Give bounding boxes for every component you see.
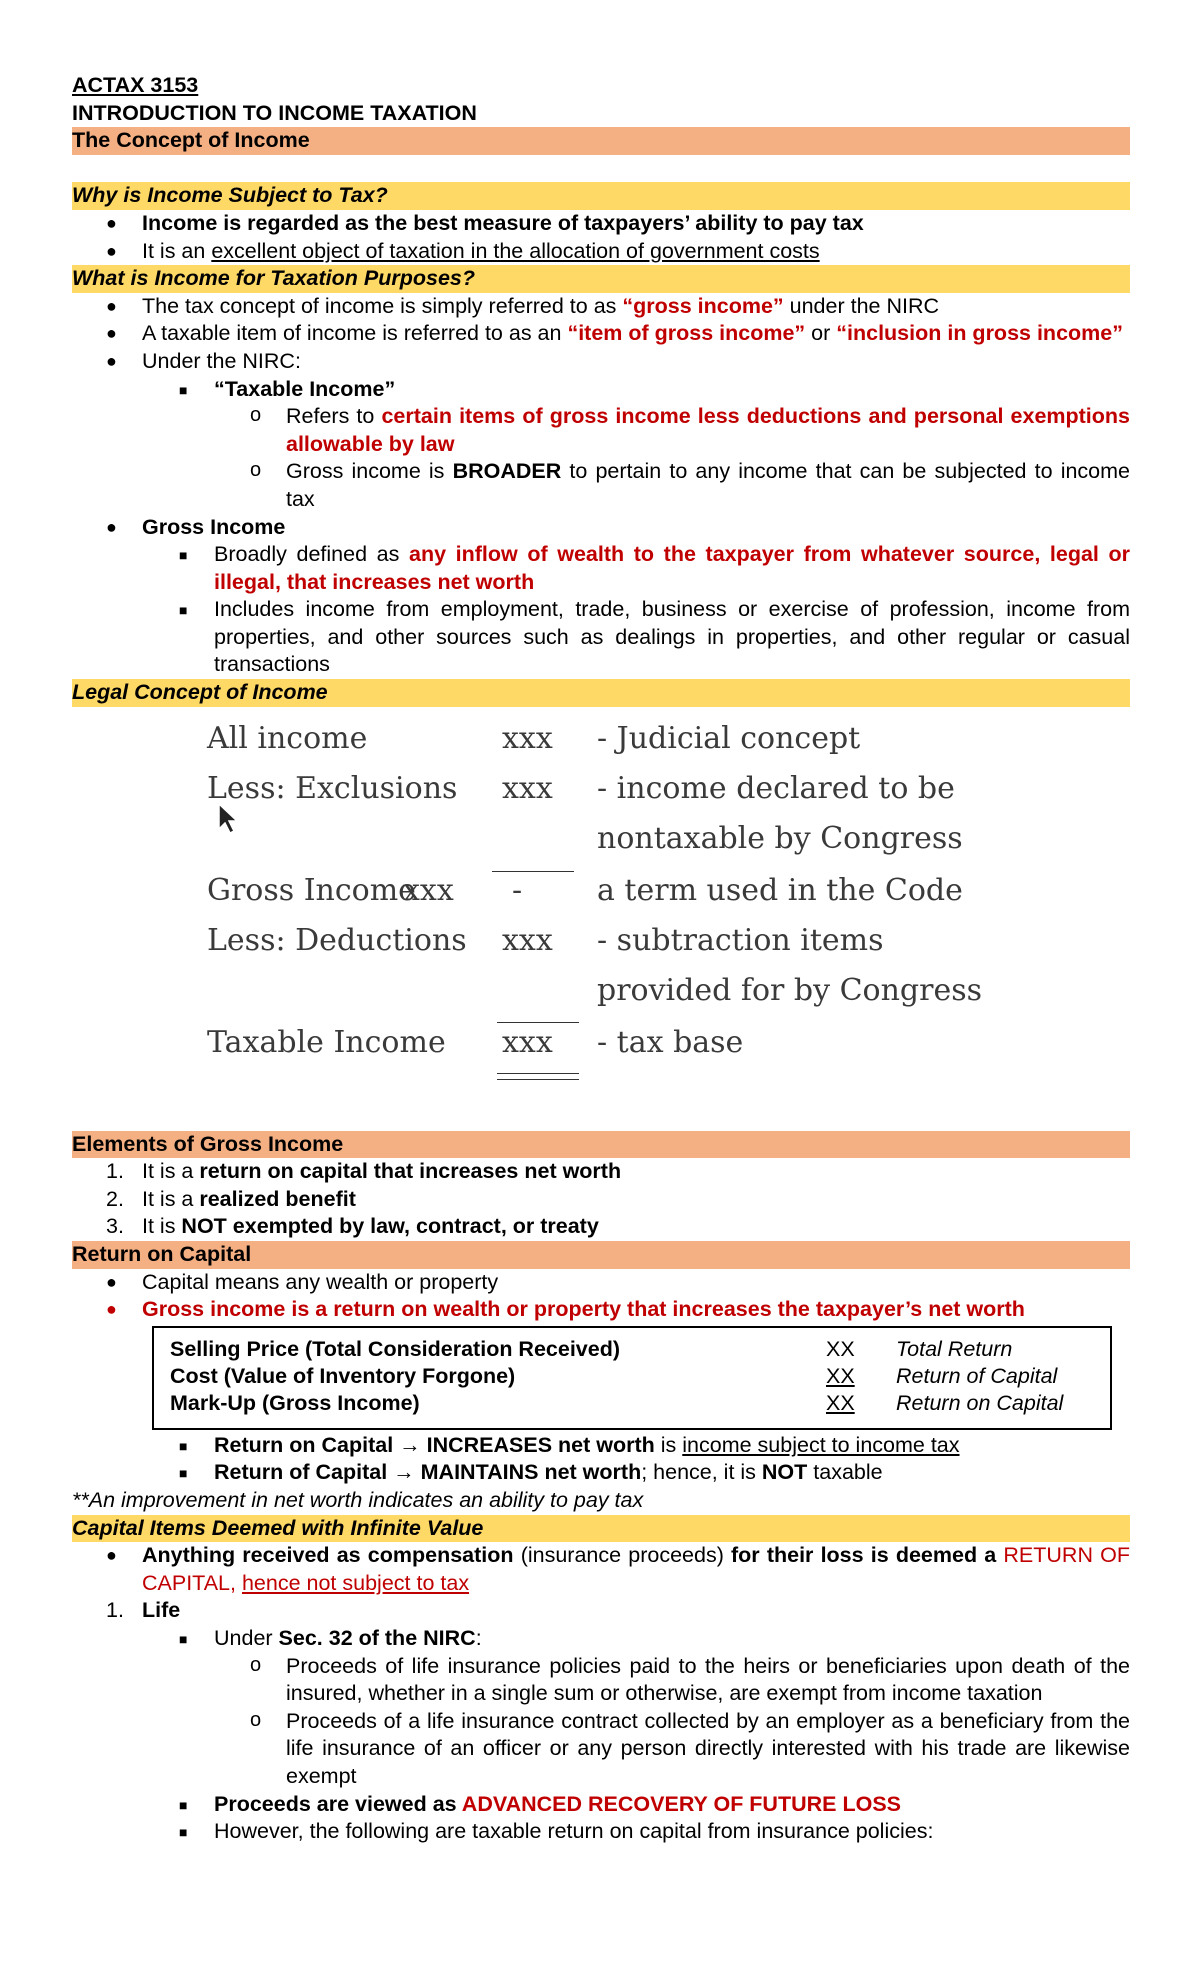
bullet-icon: ● (106, 295, 117, 316)
bullet-icon: ● (106, 240, 117, 261)
list-item: o Proceeds of life insurance policies paid to the heirs or beneficiaries upon death of the insured, whether in a single sum or otherwise, are exempt from income taxation (250, 1653, 1130, 1706)
section-heading-legal-concept: Legal Concept of Income (72, 679, 1130, 707)
list-item: 1. Life (106, 1598, 181, 1623)
list-item: ● The tax concept of income is simply referred to as “gross income” under the NIRC (72, 293, 1130, 321)
bullet-icon: ● (106, 1545, 117, 1566)
income-formula-image: All income xxx - Judicial concept Less: Exclusions xxx - income declared to be nontaxable by Congress Gross Income xxx - a term used in the Code Less: Deductions xxx - subtraction items provided for by Congress Taxable Income xxx - tax base (207, 717, 997, 1121)
square-bullet-icon: ■ (179, 381, 188, 398)
list-item: ■ However, the following are taxable return on capital from insurance policies: (72, 1818, 1130, 1846)
section-heading-why-taxed: Why is Income Subject to Tax? (72, 182, 1130, 210)
list-item: ● Income is regarded as the best measure of taxpayers’ ability to pay tax (72, 210, 1130, 238)
list-item: 3. It is NOT exempted by law, contract, or treaty (106, 1214, 599, 1239)
list-item: o Proceeds of a life insurance contract collected by an employer as a beneficiary from the life insurance of an officer or any person directly interested with his trade are likewise exempt (250, 1708, 1130, 1788)
legal-concept-figure (72, 711, 1130, 1131)
bullet-icon: ● (106, 323, 117, 344)
list-item: ● Anything received as compensation (insurance proceeds) for their loss is deemed a RETURN OF CAPITAL, hence not subject to tax (106, 1543, 1130, 1595)
list-item: ● A taxable item of income is referred to as an “item of gross income” or “inclusion in gross income” (72, 320, 1130, 348)
square-bullet-icon: ■ (179, 602, 188, 619)
spacer (72, 155, 1130, 183)
square-bullet-icon: ■ (179, 1796, 188, 1813)
square-bullet-icon: ■ (179, 1824, 188, 1841)
list-item: ● Capital means any wealth or property (72, 1269, 1130, 1297)
square-bullet-icon: ■ (179, 1465, 188, 1482)
rule-line (497, 1022, 579, 1023)
square-bullet-icon: ■ (179, 1437, 188, 1454)
course-title: INTRODUCTION TO INCOME TAXATION (72, 100, 477, 125)
list-item: ■ Return of Capital → MAINTAINS net worth; hence, it is NOT taxable (72, 1459, 1130, 1487)
table-row: Cost (Value of Inventory Forgone) XX Return of Capital (170, 1363, 1058, 1388)
section-heading-infinite-value: Capital Items Deemed with Infinite Value (72, 1515, 1130, 1543)
section-heading-elements: Elements of Gross Income (72, 1131, 1130, 1159)
bullet-icon: ● (106, 516, 117, 537)
list-item: ● Gross income is a return on wealth or property that increases the taxpayer’s net worth (72, 1296, 1130, 1324)
list-item: ● Gross Income (72, 514, 1130, 542)
bullet-icon: ● (106, 1299, 117, 1320)
list-item: ■ “Taxable Income” (72, 376, 1130, 404)
document-page (72, 72, 1130, 1846)
list-item: ■ Includes income from employment, trade, business or exercise of profession, income from properties, and other sources such as dealings in properties, and other regular or casual transactions (179, 597, 1130, 677)
list-item: o Gross income is BROADER to pertain to any income that can be subjected to income tax (250, 459, 1130, 511)
section-heading-taxation-purposes: What is Income for Taxation Purposes? (72, 265, 1130, 293)
list-item: ■ Under Sec. 32 of the NIRC: (72, 1625, 1130, 1653)
list-item: ● It is an excellent object of taxation in the allocation of government costs (72, 238, 1130, 266)
note: **An improvement in net worth indicates an ability to pay tax (72, 1488, 644, 1512)
list-item: o Refers to certain items of gross income less deductions and personal exemptions allowable by law (250, 404, 1131, 456)
list-item: 1. It is a return on capital that increases net worth (106, 1159, 622, 1184)
markup-table (152, 1326, 1112, 1430)
list-item: 2. It is a realized benefit (106, 1186, 356, 1211)
list-item: ■ Broadly defined as any inflow of wealth to the taxpayer from whatever source, legal or illegal, that increases net worth (179, 542, 1131, 594)
double-rule-line (497, 1073, 579, 1074)
double-rule-line (497, 1079, 579, 1080)
table-row: Selling Price (Total Consideration Received) XX Total Return (170, 1336, 1013, 1361)
bullet-icon: ● (106, 212, 117, 233)
circle-bullet-icon: o (250, 404, 262, 427)
table-row: Mark-Up (Gross Income) XX Return on Capital (170, 1390, 1064, 1415)
list-item: ■ Return on Capital → INCREASES net worth is income subject to income tax (72, 1432, 1130, 1460)
mouse-cursor-icon (217, 803, 239, 835)
circle-bullet-icon: o (250, 1653, 262, 1676)
section-heading-concept-of-income: The Concept of Income (72, 127, 1130, 155)
list-item: ■ Proceeds are viewed as ADVANCED RECOVERY OF FUTURE LOSS (72, 1791, 1130, 1819)
section-heading-return-on-capital: Return on Capital (72, 1241, 1130, 1269)
list-item: ● Under the NIRC: (72, 348, 1130, 376)
rule-line (492, 871, 574, 872)
square-bullet-icon: ■ (179, 547, 188, 564)
circle-bullet-icon: o (250, 459, 262, 482)
circle-bullet-icon: o (250, 1708, 262, 1731)
course-code: ACTAX 3153 (72, 73, 199, 97)
bullet-icon: ● (106, 1271, 117, 1292)
square-bullet-icon: ■ (179, 1630, 188, 1647)
bullet-icon: ● (106, 350, 117, 371)
